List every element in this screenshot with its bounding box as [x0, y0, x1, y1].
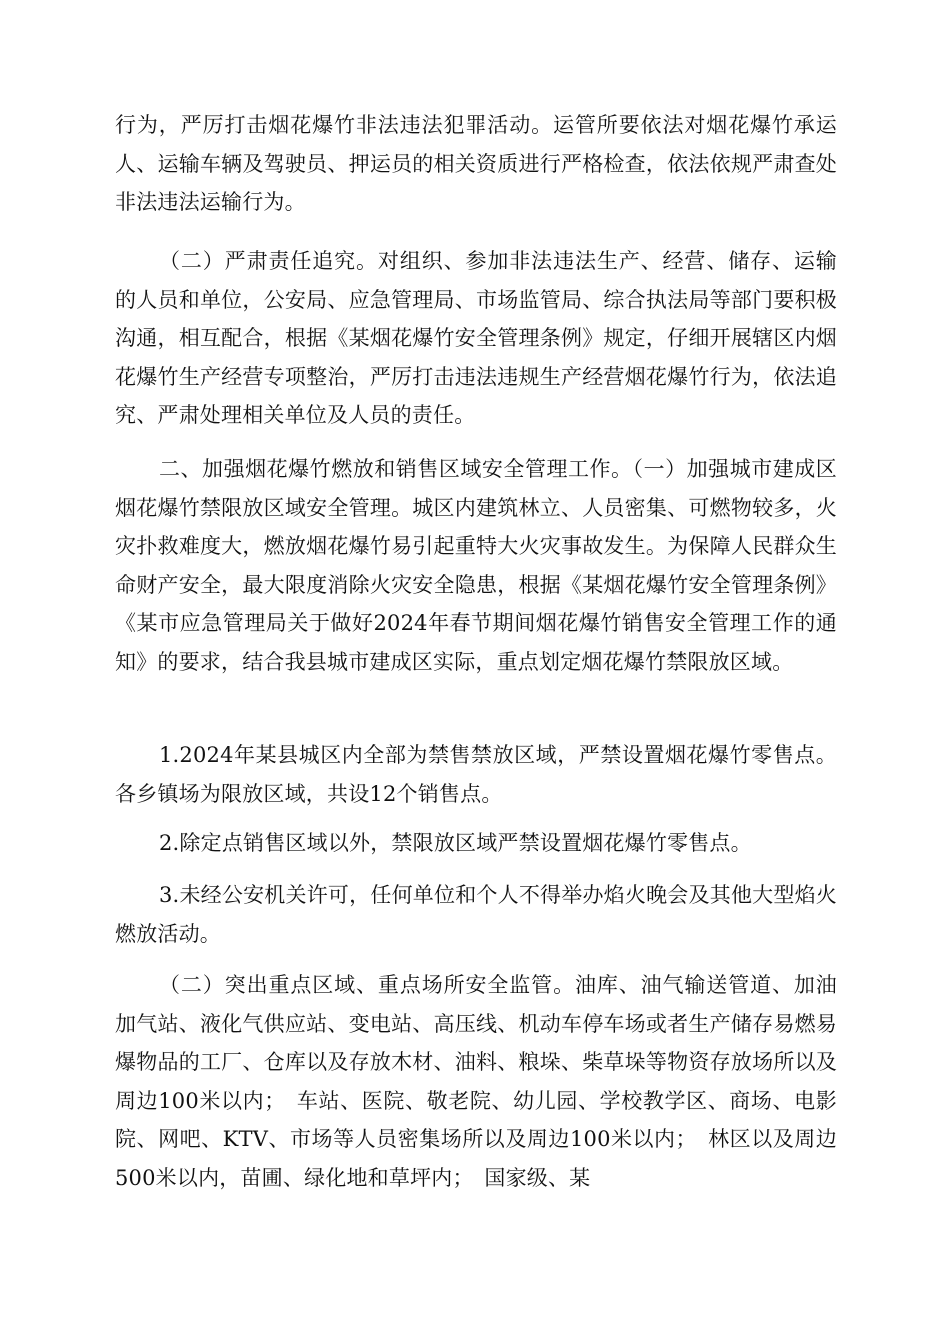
paragraph-responsibility: （二）严肃责任追究。对组织、参加非法违法生产、经营、储存、运输的人员和单位，公安局、应急管理局、市场监管局、综合执法局等部门要积极沟通，相互配合，根据《某烟花爆竹安全管理条例》规定，仔细开展辖区内烟花爆竹生产经营专项整治，严厉打击违法违规生产经营烟花爆竹行为，依法追究、严肃处理相关单位及人员的责任。 [115, 249, 837, 427]
paragraph-section-two: 二、加强烟花爆竹燃放和销售区域安全管理工作。（一）加强城市建成区烟花爆竹禁限放区域安全管理。城区内建筑林立、人员密集、可燃物较多，火灾扑救难度大，燃放烟花爆竹易引起重特大火灾事故发生。为保障人民群众生命财产安全，最大限度消除火灾安全隐患，根据《某烟花爆竹安全管理条例》《某市应急管理局关于做好2024年春节期间烟花爆竹销售安全管理工作的通知》的要求，结合我县城市建成区实际，重点划定烟花爆竹禁限放区域。 [115, 457, 837, 674]
paragraph-key-areas: （二）突出重点区域、重点场所安全监管。油库、油气输送管道、加油加气站、液化气供应站、变电站、高压线、机动车停车场或者生产储存易燃易爆物品的工厂、仓库以及存放木材、油料、粮垛、柴草垛等物资存放场所以及周边100米以内； 车站、医院、敬老院、幼儿园、学校教学区、商场、电影院、网吧、KTV、市场等人员密集场所以及周边100米以内； 林区以及周边500米以内，苗圃、绿化地和草坪内； 国家级、某 [115, 973, 837, 1190]
list-item-2: 2.除定点销售区域以外，禁限放区域严禁设置烟花爆竹零售点。 [159, 831, 752, 855]
paragraph-continuation: 行为，严厉打击烟花爆竹非法违法犯罪活动。运管所要依法对烟花爆竹承运人、运输车辆及驾驶员、押运员的相关资质进行严格检查，依法依规严肃查处非法违法运输行为。 [115, 113, 837, 214]
list-item-1: 1.2024年某县城区内全部为禁售禁放区域，严禁设置烟花爆竹零售点。各乡镇场为限放区域，共设12个销售点。 [115, 743, 837, 806]
list-item-3: 3.未经公安机关许可，任何单位和个人不得举办焰火晚会及其他大型焰火燃放活动。 [115, 883, 837, 946]
